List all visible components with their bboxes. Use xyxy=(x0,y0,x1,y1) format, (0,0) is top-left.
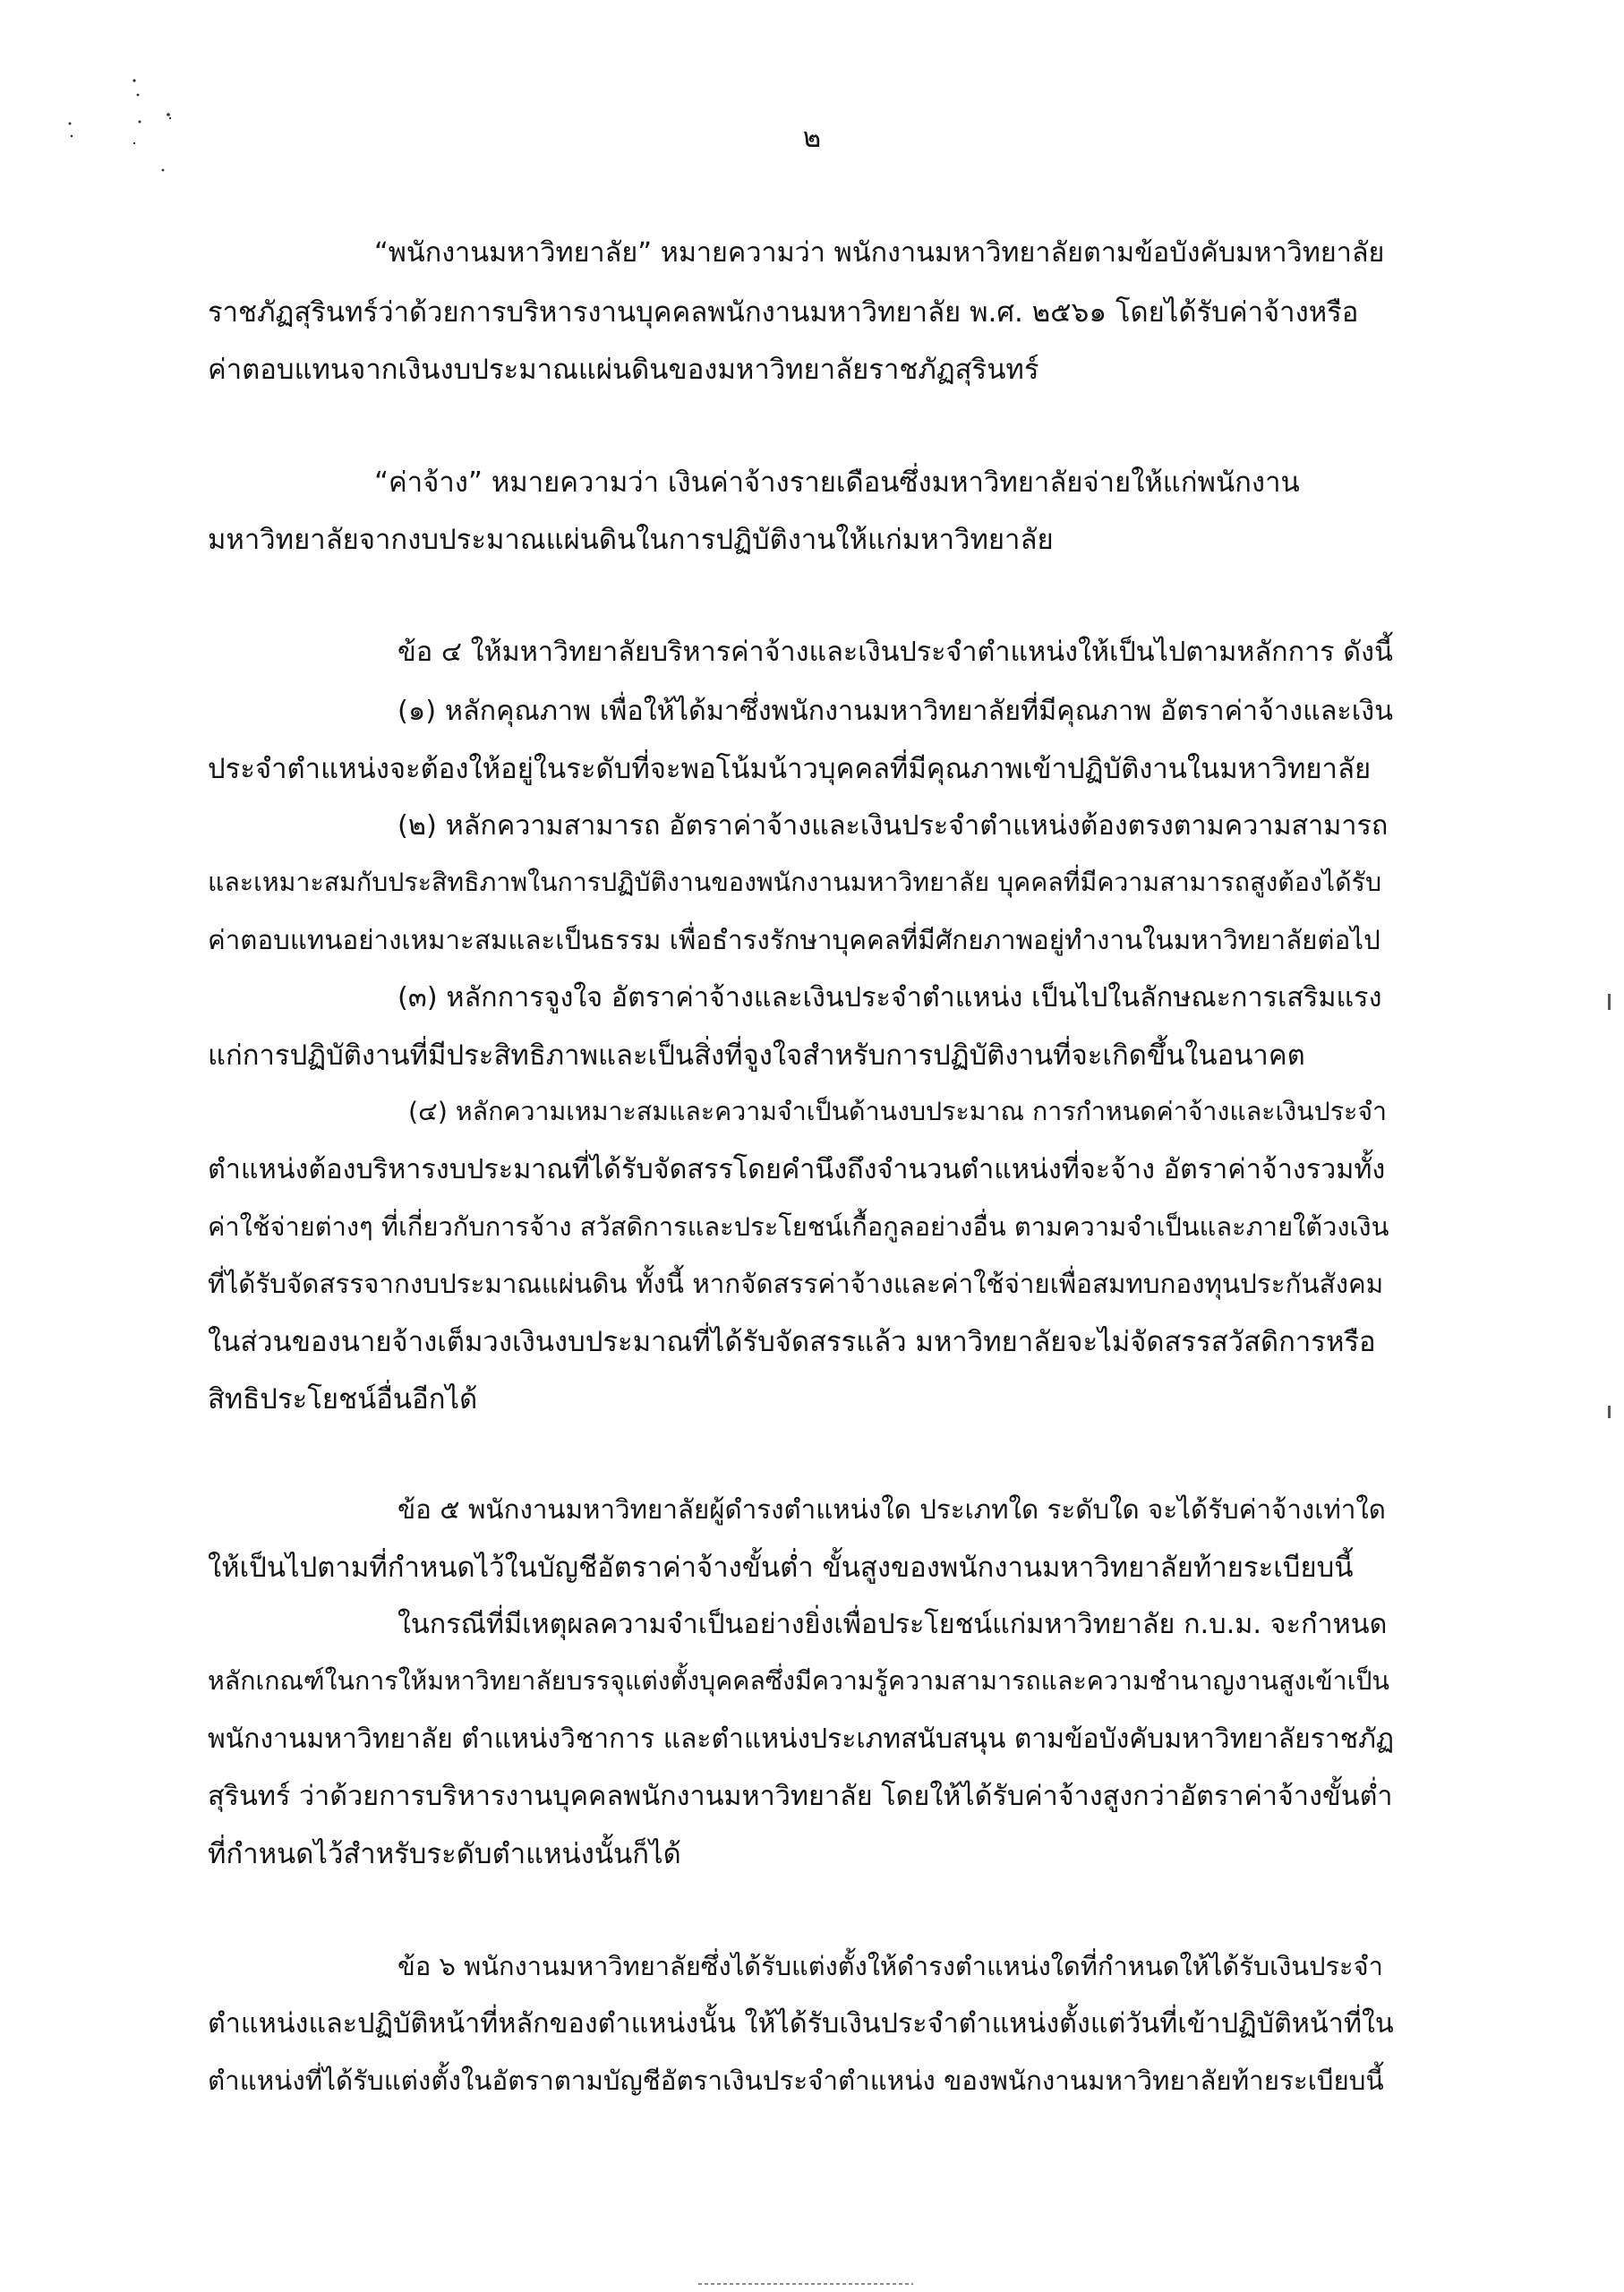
def-employee-line-3: ค่าตอบแทนจากเงินงบประมาณแผ่นดินของมหาวิทยาลัยราชภัฏสุรินทร์ xyxy=(208,354,1039,386)
scan-bottom-line xyxy=(698,2281,913,2287)
article6-line: ตำแหน่งและปฏิบัติหน้าที่หลักของตำแหน่งนั้น ให้ได้รับเงินประจำตำแหน่งตั้งแต่วันที่เข้าปฏิบัติหน้าที่ใน xyxy=(208,2008,1394,2040)
article5-line: สุรินทร์ ว่าด้วยการบริหารงานบุคคลพนักงานมหาวิทยาลัย โดยให้ได้รับค่าจ้างสูงกว่าอัตราค่าจ้างขั้นต่ำ xyxy=(208,1781,1393,1812)
def-wage-line-1: “ค่าจ้าง” หมายความว่า เงินค่าจ้างรายเดือนซึ่งมหาวิทยาลัยจ่ายให้แก่พนักงาน xyxy=(374,466,1300,499)
article6-heading: ข้อ ๖ พนักงานมหาวิทยาลัยซึ่งได้รับแต่งตั้งให้ดำรงตำแหน่งใดที่กำหนดให้ได้รับเงินประจำ xyxy=(397,1951,1383,1981)
article4-line: ค่าตอบแทนอย่างเหมาะสมและเป็นธรรม เพื่อธำรงรักษาบุคคลที่มีศักยภาพอยู่ทำงานในมหาวิทยาลัยต่อไป xyxy=(208,925,1380,955)
article6-line: ตำแหน่งที่ได้รับแต่งตั้งในอัตราตามบัญชีอัตราเงินประจำตำแหน่ง ของพนักงานมหาวิทยาลัยท้ายระเบียบนี้ xyxy=(208,2065,1384,2096)
scan-edge-marks xyxy=(1603,985,1620,1612)
article4-line: ในส่วนของนายจ้างเต็มวงเงินงบประมาณที่ได้รับจัดสรรแล้ว มหาวิทยาลัยจะไม่จัดสรรสวัสดิการหรือ xyxy=(208,1326,1376,1358)
article4-line: แก่การปฏิบัติงานที่มีประสิทธิภาพและเป็นสิ่งที่จูงใจสำหรับการปฏิบัติงานที่จะเกิดขึ้นในอนาคต xyxy=(208,1039,1305,1072)
def-employee-line-2: ราชภัฏสุรินทร์ว่าด้วยการบริหารงานบุคคลพนักงานมหาวิทยาลัย พ.ศ. ๒๕๖๑ โดยได้รับค่าจ้างหรือ xyxy=(208,296,1359,329)
article5-line: หลักเกณฑ์ในการให้มหาวิทยาลัยบรรจุแต่งตั้งบุคคลซึ่งมีความรู้ความสามารถและความชำนาญงานสูงเข้าเป็น xyxy=(208,1666,1390,1696)
article4-line: ค่าใช้จ่ายต่างๆ ที่เกี่ยวกับการจ้าง สวัสดิการและประโยชน์เกื้อกูลอย่างอื่น ตามความจำเป็นและภายใต้วงเงิน xyxy=(208,1211,1389,1242)
article4-line: (๒) หลักความสามารถ อัตราค่าจ้างและเงินประจำตำแหน่งต้องตรงตามความสามารถ xyxy=(397,810,1389,842)
article5-line: พนักงานมหาวิทยาลัย ตำแหน่งวิชาการ และตำแหน่งประเภทสนับสนุน ตามข้อบังคับมหาวิทยาลัยราชภัฏ xyxy=(208,1723,1394,1755)
article4-line: และเหมาะสมกับประสิทธิภาพในการปฏิบัติงานของพนักงานมหาวิทยาลัย บุคคลที่มีความสามารถสูงต้องได้รับ xyxy=(208,868,1382,897)
article5-line: ที่กำหนดไว้สำหรับระดับตำแหน่งนั้นก็ได้ xyxy=(208,1838,681,1870)
def-wage-line-2: มหาวิทยาลัยจากงบประมาณแผ่นดินในการปฏิบัติงานให้แก่มหาวิทยาลัย xyxy=(208,524,1054,556)
article4-line: สิทธิประโยชน์อื่นอีกได้ xyxy=(208,1383,478,1415)
article4-heading: ข้อ ๔ ให้มหาวิทยาลัยบริหารค่าจ้างและเงินประจำตำแหน่งให้เป็นไปตามหลักการ ดังนี้ xyxy=(397,637,1393,668)
article5-line: ให้เป็นไปตามที่กำหนดไว้ในบัญชีอัตราค่าจ้างขั้นต่ำ ขั้นสูงของพนักงานมหาวิทยาลัยท้ายระเบียบนี้ xyxy=(208,1552,1354,1584)
article4-line: ประจำตำแหน่งจะต้องให้อยู่ในระดับที่จะพอโน้มน้าวบุคคลที่มีคุณภาพเข้าปฏิบัติงานในมหาวิทยาลัย xyxy=(208,753,1372,785)
article5-line: ในกรณีที่มีเหตุผลความจำเป็นอย่างยิ่งเพื่อประโยชน์แก่มหาวิทยาลัย ก.บ.ม. จะกำหนด xyxy=(397,1609,1388,1640)
article4-line: (๔) หลักความเหมาะสมและความจำเป็นด้านงบประมาณ การกำหนดค่าจ้างและเงินประจำ xyxy=(408,1097,1388,1126)
article4-line: (๓) หลักการจูงใจ อัตราค่าจ้างและเงินประจำตำแหน่ง เป็นไปในลักษณะการเสริมแรง xyxy=(397,982,1382,1013)
page-number: ๒ xyxy=(802,122,822,154)
def-employee-line-1: “พนักงานมหาวิทยาลัย” หมายความว่า พนักงานมหาวิทยาลัยตามข้อบังคับมหาวิทยาลัย xyxy=(374,237,1385,269)
article5-heading: ข้อ ๕ พนักงานมหาวิทยาลัยผู้ดำรงตำแหน่งใด ประเภทใด ระดับใด จะได้รับค่าจ้างเท่าใด xyxy=(397,1494,1386,1525)
article4-line: (๑) หลักคุณภาพ เพื่อให้ได้มาซึ่งพนักงานมหาวิทยาลัยที่มีคุณภาพ อัตราค่าจ้างและเงิน xyxy=(397,696,1393,727)
article4-line: ตำแหน่งต้องบริหารงบประมาณที่ได้รับจัดสรรโดยคำนึงถึงจำนวนตำแหน่งที่จะจ้าง อัตราค่าจ้างรวมทั้ง xyxy=(208,1154,1386,1185)
article4-line: ที่ได้รับจัดสรรจากงบประมาณแผ่นดิน ทั้งนี้ หากจัดสรรค่าจ้างและค่าใช้จ่ายเพื่อสมทบกองทุนประกันสังคม xyxy=(208,1269,1384,1299)
